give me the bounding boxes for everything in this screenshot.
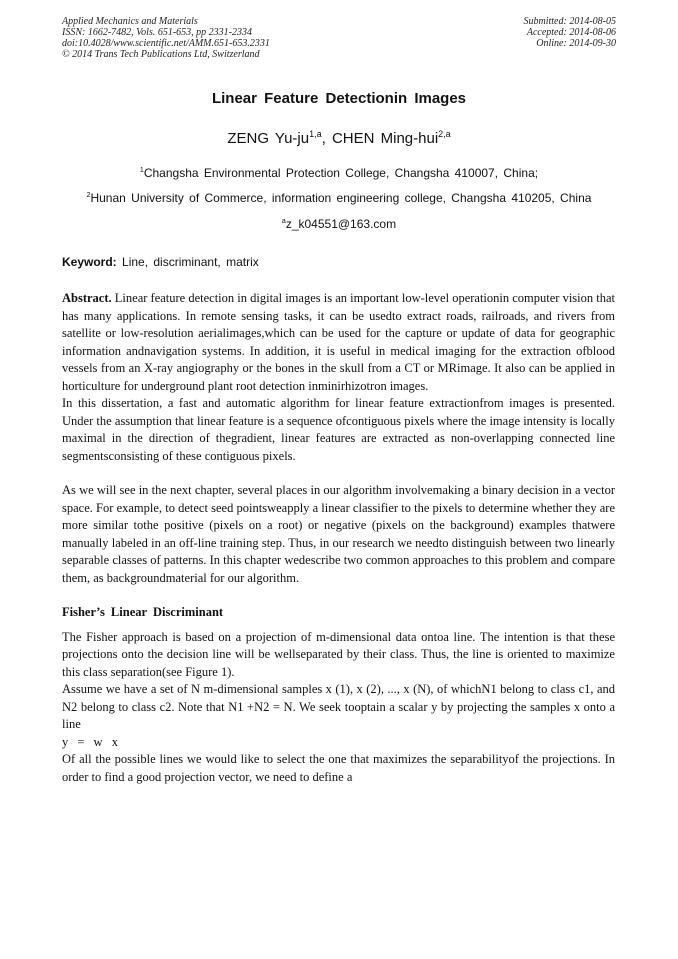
author-separator: , [321, 130, 326, 147]
affiliation-text: Changsha Environmental Protection College, Changsha 410007, China; [143, 166, 539, 180]
affiliation-mark: 2 [86, 192, 91, 199]
online-date: Online: 2014-09-30 [536, 38, 616, 49]
affiliation-mark: 1 [139, 167, 144, 174]
paper-body [62, 290, 615, 786]
affiliation-1 [0, 166, 678, 180]
section-paragraph-2: Assume we have a set of N m-dimensional samples x (1), x (2), ..., x (N), of whichN1 belong to class c1, and N2 belong to class c2. Note that N1 +N2 = N. We seek tooptain a scalar y by projecting the samples x onto a line [62, 682, 615, 731]
author-affiliation-mark: 2,a [438, 129, 451, 139]
journal-info [62, 16, 270, 60]
abstract-paragraph [62, 290, 615, 395]
affiliation-2 [0, 191, 678, 205]
author-list [0, 129, 678, 147]
keyword-label: Keyword: [62, 255, 117, 269]
issn-line: ISSN: 1662-7482, Vols. 651-653, pp 2331-2334 [62, 27, 252, 38]
section-paragraph-3: Of all the possible lines we would like to select the one that maximizes the separabilityof the projections. In order to find a good projection vector, we need to define a [62, 752, 615, 784]
author-name: CHEN Ming-hui [331, 130, 439, 147]
journal-name: Applied Mechanics and Materials [62, 16, 198, 27]
author-affiliation-mark: 1,a [309, 129, 322, 139]
copyright-line: © 2014 Trans Tech Publications Ltd, Switzerland [62, 49, 260, 60]
email-mark: a [281, 218, 286, 225]
abstract-text: Linear feature detection in digital images is an important low-level operationin computer vision that has many applications. In remote sensing tasks, it can be usedto extract roads, railroads, and rivers from satellite or low-resolution aerialimages,which can be used for the capture or update of data for geographic information andnavigation systems. In addition, it is useful in medical imaging for the extraction ofblood vessels from an X-ray angiography or the bones in the skull from a CT or MRimage. It also can be applied in horticulture for underground plant root detection inminirhizotron images. [62, 291, 616, 393]
author-name: ZENG Yu-ju [227, 130, 310, 147]
abstract-paragraph-2: In this dissertation, a fast and automatic algorithm for linear feature extractionfrom images is presented. Under the assumption that linear feature is a sequence ofcontiguous pixels where the image intensity is locally maximal in the direction of thegradient, linear features are extracted as non-overlapping connected line segmentsconsisting of these contiguous pixels. [62, 396, 615, 463]
abstract-label: Abstract. [62, 291, 112, 305]
section-heading: Fisher’s Linear Discriminant [62, 605, 224, 619]
keywords [62, 255, 259, 269]
accepted-date: Accepted: 2014-08-06 [526, 27, 616, 38]
doi-line: doi:10.4028/www.scientific.net/AMM.651-653.2331 [62, 38, 270, 49]
affiliation-text: Hunan University of Commerce, information engineering college, Changsha 410205, China [90, 191, 592, 205]
paper-title: Linear Feature Detectionin Images [211, 90, 467, 107]
submission-dates [524, 16, 617, 49]
email-text: z_k04551@163.com [285, 217, 397, 231]
equation: y = w x [62, 734, 118, 749]
section-paragraph-1: The Fisher approach is based on a projection of m-dimensional data ontoa line. The intention is that these projections onto the decision line will be wellseparated by their class. Thus, the line is oriented to maximize this class separation(see Figure 1). [62, 629, 615, 679]
submitted-date: Submitted: 2014-08-05 [523, 16, 616, 27]
keyword-text: Line, discriminant, matrix [122, 255, 259, 269]
author-email [0, 217, 678, 231]
intro-paragraph: As we will see in the next chapter, several places in our algorithm involvemaking a binary decision in a vector space. For example, to detect seed pointsweapply a linear classifier to the pixels to determine whether they are more similar tothe positive (pixels on a root) or negative (pixels on the background) examples thatwere manually labeled in an off-line training step. Thus, in our research we needto distinguish between two linearly separable classes of patterns. In this chapter wedescribe two common approaches to this problem and compare them, as backgroundmaterial for our algorithm. [62, 483, 615, 585]
